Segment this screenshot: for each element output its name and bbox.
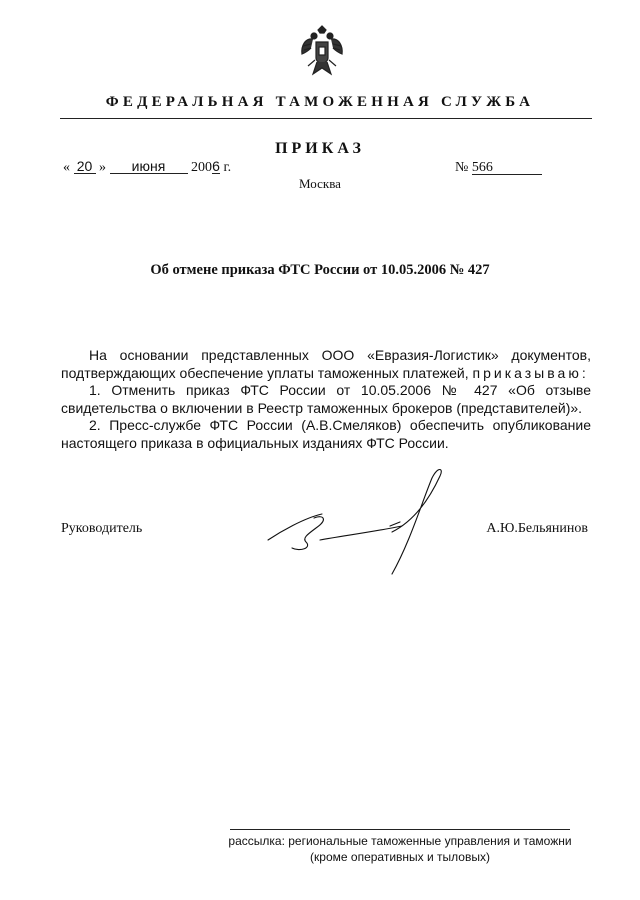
date-year-suffix: г. [223,160,232,175]
distribution-line-1: рассылка: региональные таможенные управления и таможни [228,834,572,848]
coat-of-arms-icon [299,24,345,78]
order-date [63,160,231,176]
document-type: ПРИКАЗ [275,140,365,157]
preamble-text: На основании представленных ООО «Евразия-Логистик» документов, подтверждающих обеспечение уплаты таможенных платежей, [61,347,591,381]
agency-name: ФЕДЕРАЛЬНАЯ ТАМОЖЕННАЯ СЛУЖБА [105,94,535,110]
order-number-label: № [455,160,469,175]
signatory-name: А.Ю.Бельянинов [486,521,588,536]
distribution-rule [230,829,570,830]
distribution-line-2: (кроме оперативных и тыловых) [310,849,490,864]
order-item-1: 1. Отменить приказ ФТС России от 10.05.2006 № 427 «Об отзыве свидетельства о включении в Реестр таможенных брокеров (представителей)». [61,382,591,416]
order-item-2: 2. Пресс-службе ФТС России (А.В.Смеляков) обеспечить опубликование настоящего приказа в официальных изданиях ФТС России. [61,417,591,451]
signatory-role: Руководитель [61,521,143,536]
date-open-quote: « [63,160,70,175]
header-rule [60,118,592,119]
signature-icon [262,462,462,592]
date-day: 20 [74,160,96,174]
distribution-list [226,834,574,865]
preamble-paragraph [61,347,591,382]
order-body [61,347,591,453]
order-number [455,160,542,176]
date-month: июня [110,160,188,174]
date-close-quote: » [99,160,106,175]
order-title: Об отмене приказа ФТС России от 10.05.2006 № 427 [150,262,490,278]
date-year-last-digit: 6 [212,158,220,174]
date-year-prefix: 200 [191,160,212,175]
city: Москва [299,176,341,191]
order-number-value: 566 [472,161,542,175]
preamble-command: приказываю: [472,364,589,381]
